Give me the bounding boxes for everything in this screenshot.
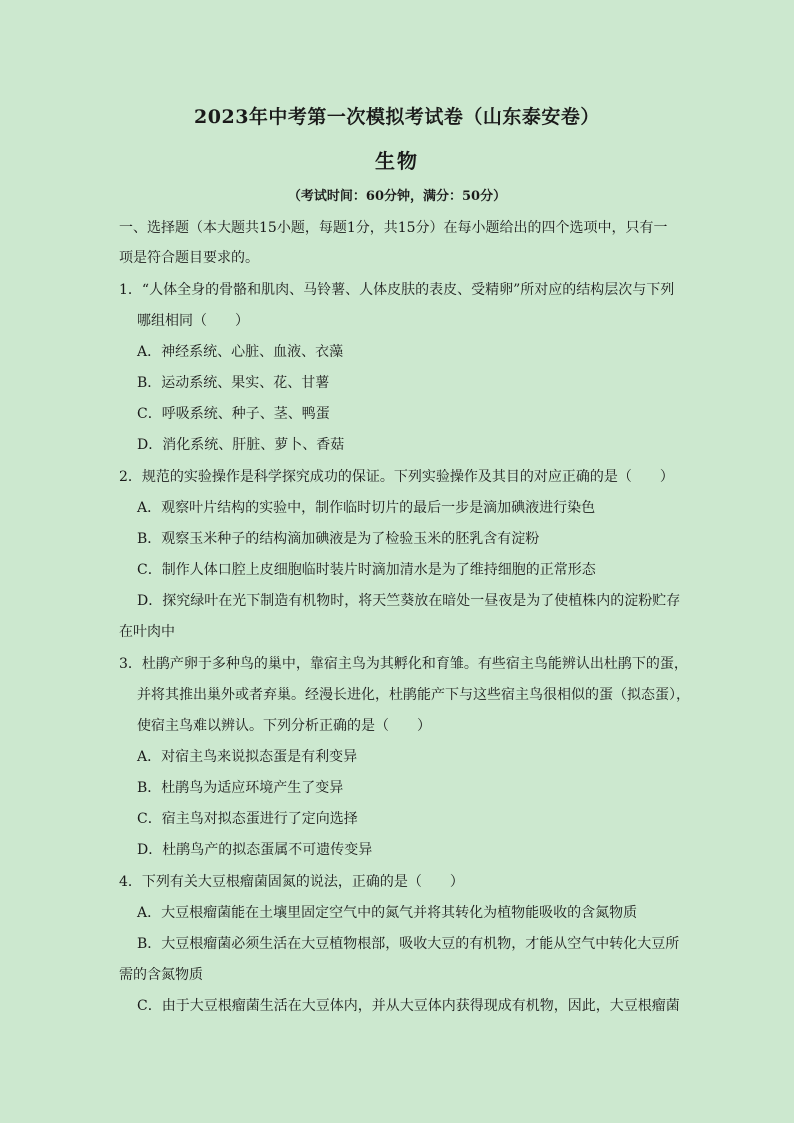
- q4-option-b-line1: B．大豆根瘤菌必须生活在大豆植物根部，吸收大豆的有机物，才能从空气中转化大豆所: [137, 936, 680, 952]
- q2-option-a: A．观察叶片结构的实验中，制作临时切片的最后一步是滴加碘液进行染色: [137, 500, 596, 516]
- q3-stem-line3: 使宿主鸟难以辨认。下列分析正确的是（ ）: [137, 718, 431, 734]
- q4-option-c-line1: C．由于大豆根瘤菌生活在大豆体内，并从大豆体内获得现成有机物，因此，大豆根瘤菌: [137, 998, 680, 1014]
- q3-stem-line1: 3．杜鹃产卵于多种鸟的巢中，靠宿主鸟为其孵化和育雏。有些宿主鸟能辨认出杜鹃下的蛋，: [119, 656, 688, 672]
- q1-option-a: A．神经系统、心脏、血液、衣藻: [137, 344, 344, 360]
- q2-option-c: C．制作人体口腔上皮细胞临时装片时滴加清水是为了维持细胞的正常形态: [137, 562, 596, 578]
- q2-option-b: B．观察玉米种子的结构滴加碘液是为了检验玉米的胚乳含有淀粉: [137, 531, 540, 547]
- q3-option-b: B．杜鹃鸟为适应环境产生了变异: [137, 780, 344, 796]
- q1-stem-line2: 哪组相同（ ）: [137, 313, 249, 329]
- q3-option-c: C．宿主鸟对拟态蛋进行了定向选择: [137, 811, 358, 827]
- q1-option-c: C．呼吸系统、种子、茎、鸭蛋: [137, 406, 330, 422]
- q3-stem-line2: 并将其推出巢外或者弃巢。经漫长进化，杜鹃能产下与这些宿主鸟很相似的蛋（拟态蛋），: [137, 687, 690, 703]
- q2-option-d-line1: D．探究绿叶在光下制造有机物时，将天竺葵放在暗处一昼夜是为了使植株内的淀粉贮存: [137, 593, 681, 609]
- q1-option-d: D．消化系统、肝脏、萝卜、香菇: [137, 437, 345, 453]
- q4-option-b-line2: 需的含氮物质: [119, 967, 203, 983]
- subject-title: 生物: [375, 149, 419, 173]
- section-instructions-line2: 项是符合题目要求的。: [119, 250, 259, 266]
- q4-stem-line1: 4．下列有关大豆根瘤菌固氮的说法，正确的是（ ）: [119, 874, 464, 890]
- q2-stem-line1: 2．规范的实验操作是科学探究成功的保证。下列实验操作及其目的对应正确的是（ ）: [119, 469, 674, 485]
- q2-option-d-line2: 在叶肉中: [119, 624, 175, 640]
- q4-option-a: A．大豆根瘤菌能在土壤里固定空气中的氮气并将其转化为植物能吸收的含氮物质: [137, 905, 638, 921]
- q3-option-a: A．对宿主鸟来说拟态蛋是有利变异: [137, 749, 358, 765]
- q1-option-b: B．运动系统、果实、花、甘薯: [137, 375, 330, 391]
- exam-info: （考试时间：60分钟，满分：50分）: [287, 189, 507, 204]
- section-instructions-line1: 一、选择题（本大题共15小题，每题1分，共15分）在每小题给出的四个选项中，只有一: [119, 220, 668, 236]
- exam-title: 2023年中考第一次模拟考试卷（山东泰安卷）: [194, 106, 600, 128]
- q3-option-d: D．杜鹃鸟产的拟态蛋属不可遗传变异: [137, 842, 373, 858]
- q1-stem-line1: 1．“人体全身的骨骼和肌肉、马铃薯、人体皮肤的表皮、受精卵”所对应的结构层次与下列: [119, 282, 675, 298]
